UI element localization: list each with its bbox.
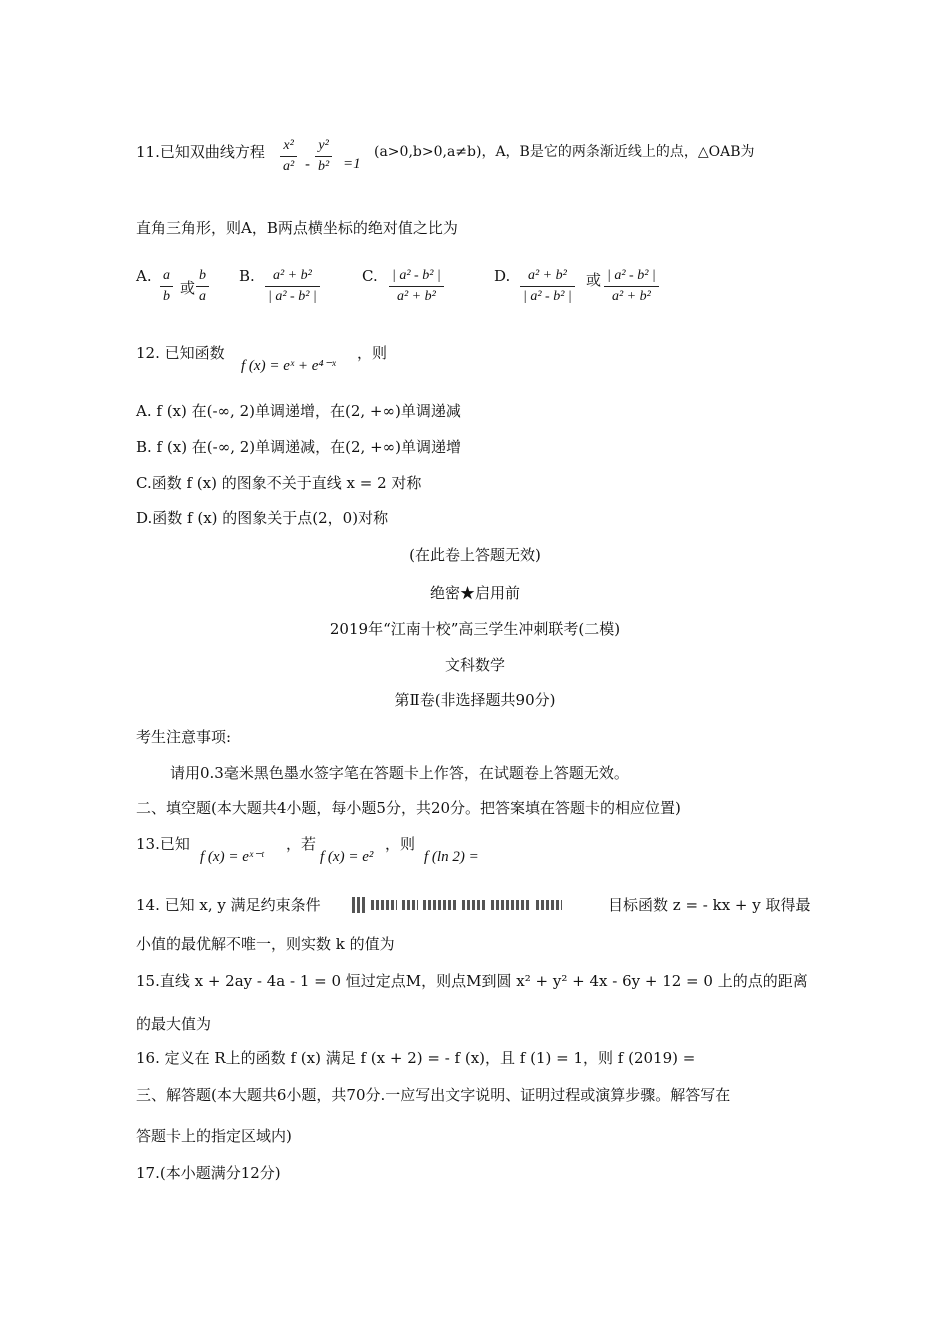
q11-line2: 直角三角形，则A，B两点横坐标的绝对值之比为	[136, 219, 458, 237]
q11-frac-x-den: a²	[283, 159, 295, 174]
q11-optB-frac	[265, 266, 320, 307]
q11-optA-frac2-num: b	[199, 268, 206, 283]
q11-optC-label: C.	[362, 267, 378, 285]
q12-function: f (x) = eˣ + e⁴⁻ˣ	[241, 358, 336, 374]
q12-prefix: 12. 已知函数	[136, 344, 225, 362]
q11-optD-or: 或	[586, 271, 602, 289]
q13-e: ，则	[385, 835, 416, 853]
q11-optD-frac1-den: | a² - b² |	[523, 289, 572, 304]
q11-optD-frac2-num: | a² - b² |	[607, 268, 656, 283]
invalid-note: (在此卷上答题无效)	[409, 546, 541, 564]
q11-optC-frac	[389, 266, 444, 307]
exam-title: 2019年“江南十校”高三学生冲刺联考(二模)	[329, 620, 621, 638]
q11-optB-num: a² + b²	[272, 268, 312, 283]
q11-optD-label: D.	[494, 267, 511, 285]
q11-frac-y-den: b²	[318, 159, 330, 174]
q11-optD-frac1	[520, 266, 575, 307]
q12-suffix: ，则	[357, 344, 388, 362]
q11-frac-x	[280, 136, 297, 177]
q12-option-c: C.函数 f (x) 的图象不关于直线 x = 2 对称	[136, 474, 422, 492]
q14-a: 14. 已知 x, y 满足约束条件	[136, 896, 321, 914]
q12-option-b: B. f (x) 在(-∞, 2)单调递减，在(2, +∞)单调递增	[136, 438, 462, 456]
q12-option-d: D.函数 f (x) 的图象关于点(2，0)对称	[136, 509, 389, 527]
q11-eq1: =1	[343, 156, 361, 172]
q11-optA-frac1	[160, 266, 173, 307]
q15-line2: 的最大值为	[136, 1015, 212, 1033]
section-2-heading: 二、填空题(本大题共4小题，每小题5分，共20分。把答案填在答题卡的相应位置)	[136, 799, 681, 817]
subject-title: 文科数学	[444, 656, 505, 674]
q11-frac-x-num: x²	[283, 138, 294, 153]
q16: 16. 定义在 R上的函数 f (x) 满足 f (x + 2) = - f (x)，且 f (1) = 1，则 f (2019) =	[136, 1049, 696, 1067]
q11-optD-frac2	[604, 266, 659, 307]
q11-optD-frac2-den: a² + b²	[611, 289, 651, 304]
q11-optA-frac1-den: b	[163, 289, 170, 304]
q14-constraint-garbled	[352, 897, 562, 913]
part-title: 第Ⅱ卷(非选择题共90分)	[394, 691, 556, 709]
q11-optA-or: 或	[180, 279, 196, 297]
q11-optA-frac2	[196, 266, 209, 307]
q13-c: ，若	[286, 835, 317, 853]
q13-a: 13.已知	[136, 835, 190, 853]
q11-optA-frac2-den: a	[199, 289, 206, 304]
section-3-line2: 答题卡上的指定区域内)	[136, 1127, 292, 1145]
q11-frac-y-num: y²	[318, 138, 329, 153]
q11-optB-label: B.	[239, 267, 255, 285]
q11-prefix: 11.已知双曲线方程	[136, 143, 265, 161]
notice-text: 请用0.3毫米黑色墨水签字笔在答题卡上作答，在试题卷上答题无效。	[170, 764, 629, 782]
q17-heading: 17.(本小题满分12分)	[136, 1164, 281, 1182]
q12-option-a: A. f (x) 在(-∞, 2)单调递增，在(2, +∞)单调递减	[136, 402, 461, 420]
q14-line2: 小值的最优解不唯一，则实数 k 的值为	[136, 935, 395, 953]
q13-condition: f (x) = e²	[320, 849, 374, 865]
q11-condition: (a>0,b>0,a≠b)，A，B是它的两条渐近线上的点，△OAB为	[374, 144, 755, 160]
q11-optA-frac1-num: a	[163, 268, 170, 283]
q15-line1: 15.直线 x + 2ay - 4a - 1 = 0 恒过定点M，则点M到圆 x² + y² + 4x - 6y + 12 = 0 上的点的距离	[136, 972, 808, 990]
q11-frac-y	[315, 136, 332, 177]
q11-optA-label: A.	[136, 267, 152, 285]
q11-optC-num: | a² - b² |	[392, 268, 441, 283]
secret-label: 绝密★启用前	[429, 584, 520, 602]
q11-minus: -	[305, 155, 311, 173]
section-3-line1: 三、解答题(本大题共6小题，共70分.一应写出文字说明、证明过程或演算步骤。解答写在	[136, 1086, 731, 1104]
q13-function: f (x) = eˣ⁻ᵗ	[200, 849, 264, 865]
q13-ask: f (ln 2) =	[424, 849, 479, 865]
q11-optC-den: a² + b²	[396, 289, 436, 304]
q11-optD-frac1-num: a² + b²	[527, 268, 567, 283]
q11-optB-den: | a² - b² |	[268, 289, 317, 304]
notice-title: 考生注意事项:	[136, 728, 232, 746]
q14-b: 目标函数 z = - kx + y 取得最	[608, 896, 811, 914]
